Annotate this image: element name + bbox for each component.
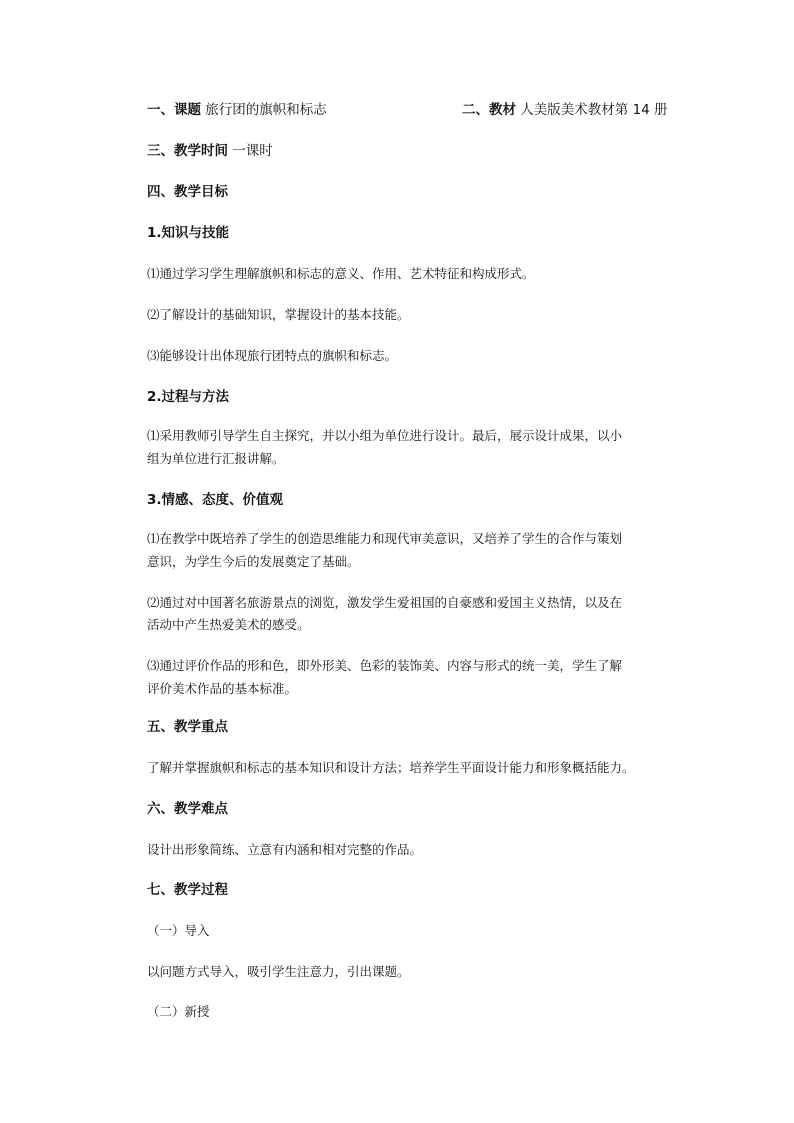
emotion-values-heading: 3.情感、态度、价值观 [147,492,284,508]
course-value: 旅行团的旗帜和标志 [201,102,327,118]
textbook-value: 人美版美术教材第 14 册 [516,102,668,118]
process-method-heading: 2.过程与方法 [147,389,230,405]
course-line [147,100,327,120]
time-value: 一课时 [228,143,273,159]
emotion-para-2-line-1: ⑵通过对中国著名旅游景点的浏览，激发学生爱祖国的自豪感和爱国主义热情，以及在 [147,595,623,610]
course-label: 一、课题 [147,102,201,118]
difficulty-text: 设计出形象简练、立意有内涵和相对完整的作品。 [147,842,423,857]
process-method-para-line-2: 组为单位进行汇报讲解。 [147,451,285,466]
emotion-para-3-line-2: 评价美术作品的基本标准。 [147,681,298,696]
knowledge-item-2: ⑵了解设计的基础知识，掌握设计的基本技能。 [147,307,410,322]
goals-heading: 四、教学目标 [147,184,228,200]
emotion-para-1-line-1: ⑴在教学中既培养了学生的创造思维能力和现代审美意识，又培养了学生的合作与策划 [147,531,623,546]
step-new-lesson-heading: （二）新授 [147,1004,210,1019]
knowledge-skills-heading: 1.知识与技能 [147,225,230,241]
knowledge-item-3: ⑶能够设计出体现旅行团特点的旗帜和标志。 [147,348,398,363]
key-points-heading: 五、教学重点 [147,719,228,735]
textbook-line [462,100,668,120]
key-points-text: 了解并掌握旗帜和标志的基本知识和设计方法；培养学生平面设计能力和形象概括能力。 [147,760,635,775]
difficulty-heading: 六、教学难点 [147,801,228,817]
step-intro-heading: （一）导入 [147,923,210,938]
emotion-para-1-line-2: 意识，为学生今后的发展奠定了基础。 [147,554,360,569]
process-method-para-line-1: ⑴采用教师引导学生自主探究，并以小组为单位进行设计。最后，展示设计成果，以小 [147,428,623,443]
time-line [147,141,273,161]
teaching-process-heading: 七、教学过程 [147,882,228,898]
textbook-label: 二、教材 [462,102,516,118]
emotion-para-2-line-2: 活动中产生热爱美术的感受。 [147,617,310,632]
time-label: 三、教学时间 [147,143,228,159]
emotion-para-3-line-1: ⑶通过评价作品的形和色，即外形美、色彩的装饰美、内容与形式的统一美，学生了解 [147,658,623,673]
knowledge-item-1: ⑴通过学习学生理解旗帜和标志的意义、作用、艺术特征和构成形式。 [147,266,535,281]
step-intro-text: 以问题方式导入，吸引学生注意力，引出课题。 [147,964,410,979]
